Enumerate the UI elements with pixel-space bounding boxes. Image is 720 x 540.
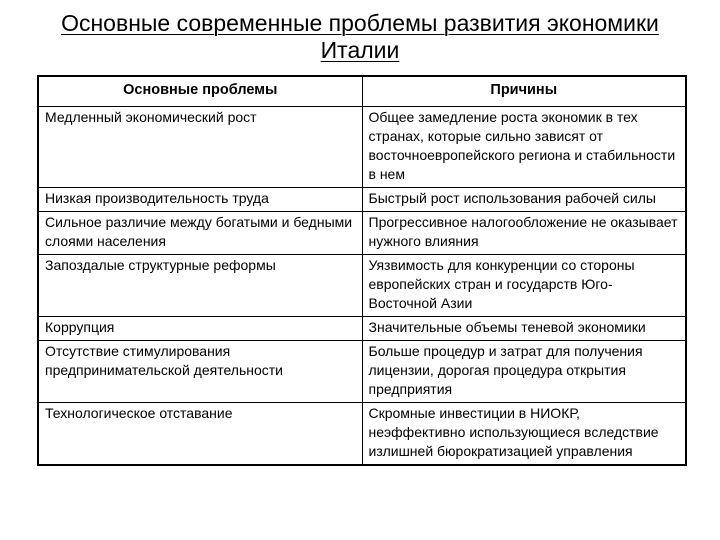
problem-cell: Сильное различие между богатыми и бедными слоями населения bbox=[38, 212, 362, 255]
cause-cell: Прогрессивное налогообложение не оказывает нужного влияния bbox=[362, 212, 686, 255]
problem-cell: Отсутствие стимулирования предпринимательской деятельности bbox=[38, 341, 362, 403]
cause-cell: Значительные объемы теневой экономики bbox=[362, 317, 686, 341]
cause-cell: Уязвимость для конкуренции со стороны европейских стран и государств Юго-Восточной Азии bbox=[362, 255, 686, 317]
table-row bbox=[38, 403, 686, 466]
table-header-row bbox=[38, 76, 686, 107]
cause-cell: Быстрый рост использования рабочей силы bbox=[362, 188, 686, 212]
table-row bbox=[38, 188, 686, 212]
table-row bbox=[38, 341, 686, 403]
table-row bbox=[38, 255, 686, 317]
table-row bbox=[38, 317, 686, 341]
title-line-1: Основные современные проблемы развития экономики bbox=[61, 10, 659, 36]
page-title bbox=[0, 10, 720, 64]
table-row bbox=[38, 107, 686, 188]
table-row bbox=[38, 212, 686, 255]
cause-cell: Общее замедление роста экономик в тех странах, которые сильно зависят от восточноевропейского региона и стабильности в нем bbox=[362, 107, 686, 188]
cause-cell: Больше процедур и затрат для получения лицензии, дорогая процедура открытия предприятия bbox=[362, 341, 686, 403]
title-line-2: Италии bbox=[320, 37, 400, 63]
problem-cell: Коррупция bbox=[38, 317, 362, 341]
problem-cell: Медленный экономический рост bbox=[38, 107, 362, 188]
cause-cell: Скромные инвестиции в НИОКР, неэффективно использующиеся вследствие излишней бюрократизацией управления bbox=[362, 403, 686, 466]
problem-cell: Низкая производительность труда bbox=[38, 188, 362, 212]
problem-cell: Технологическое отставание bbox=[38, 403, 362, 466]
header-problems: Основные проблемы bbox=[38, 76, 362, 107]
problem-cell: Запоздалые структурные реформы bbox=[38, 255, 362, 317]
problems-table bbox=[37, 75, 687, 466]
header-causes: Причины bbox=[362, 76, 686, 107]
